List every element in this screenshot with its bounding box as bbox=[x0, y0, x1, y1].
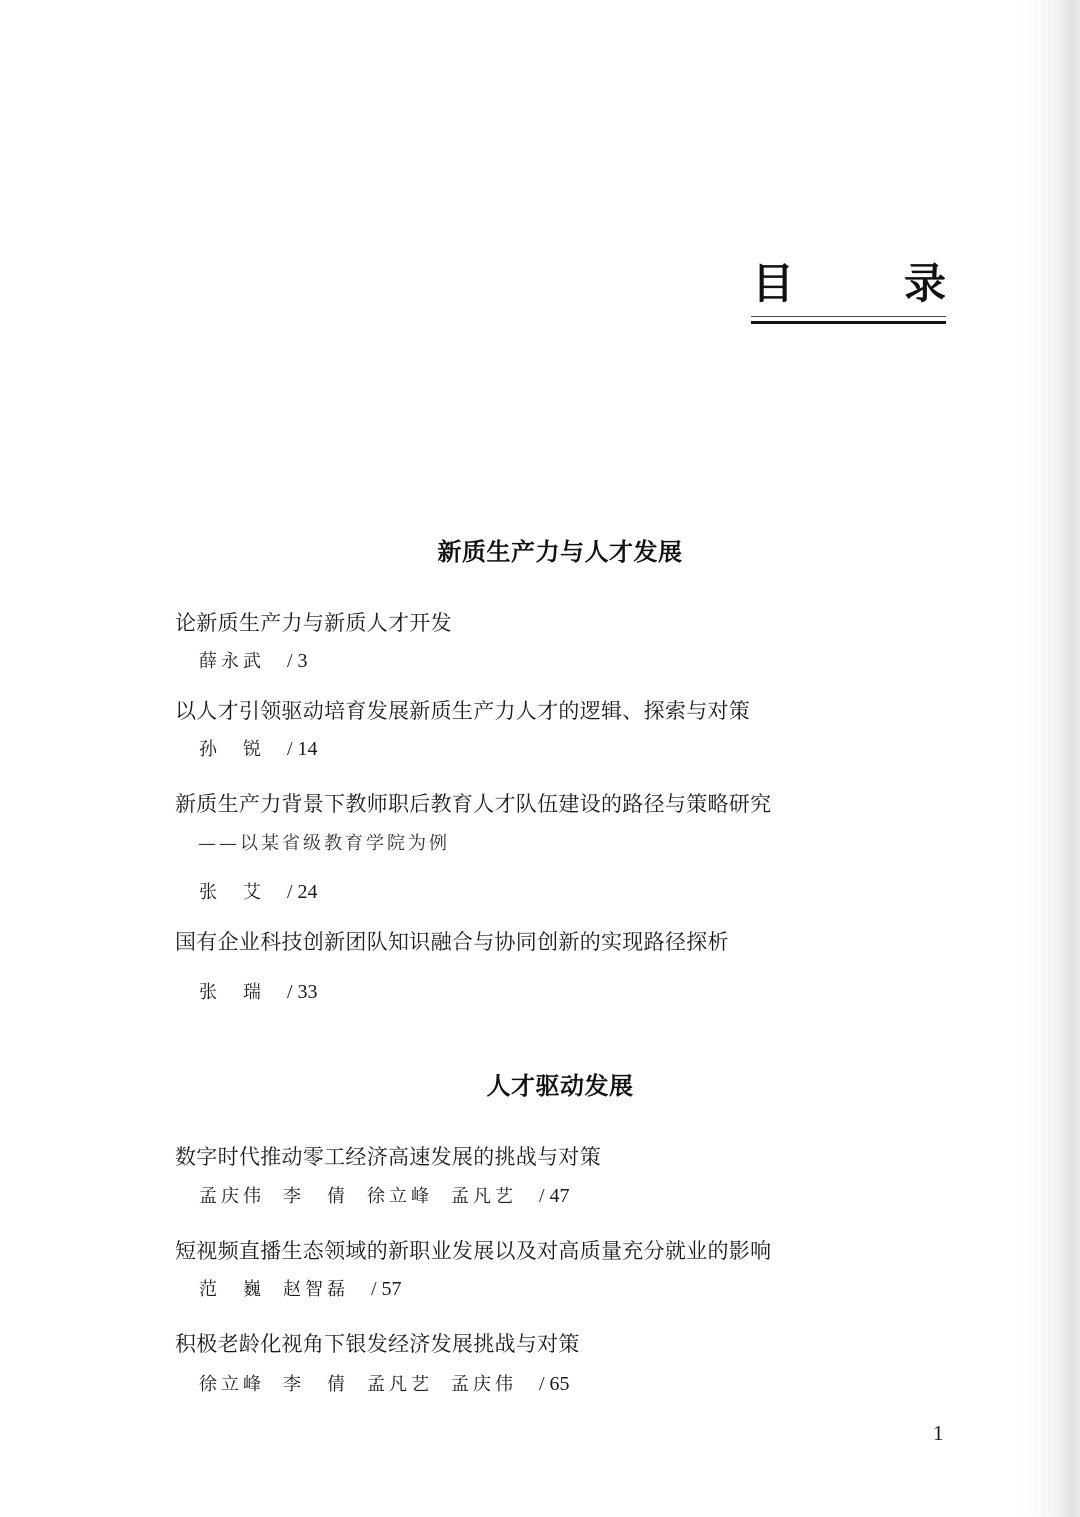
entry-title[interactable]: 以人才引领驱动培育发展新质生产力人才的逻辑、探索与对策 bbox=[175, 699, 751, 723]
section-heading: 人才驱动发展 bbox=[486, 1072, 634, 1100]
entry-page-ref[interactable]: / 14 bbox=[287, 738, 318, 760]
page-edge-shadow bbox=[1020, 0, 1080, 1517]
entry-title[interactable]: 国有企业科技创新团队知识融合与协同创新的实现路径探析 bbox=[175, 930, 729, 954]
entry-author: 孙 锐 bbox=[199, 739, 265, 760]
entry-page-ref[interactable]: / 33 bbox=[287, 981, 318, 1003]
entry-author: 李 倩 bbox=[283, 1186, 349, 1207]
entry-page-ref[interactable]: / 65 bbox=[539, 1373, 570, 1395]
entry-author: 孟庆伟 bbox=[451, 1374, 517, 1395]
entry-title[interactable]: 短视频直播生态领域的新职业发展以及对高质量充分就业的影响 bbox=[175, 1239, 772, 1263]
toc-title bbox=[752, 256, 946, 306]
entry-author: 孟凡艺 bbox=[367, 1374, 433, 1395]
toc-title-char-1: 目 bbox=[752, 259, 795, 308]
entry-page-ref[interactable]: / 24 bbox=[287, 881, 318, 903]
entry-title[interactable]: 新质生产力背景下教师职后教育人才队伍建设的路径与策略研究 bbox=[175, 792, 772, 816]
entry-meta bbox=[199, 1275, 402, 1301]
entry-title[interactable]: 积极老龄化视角下银发经济发展挑战与对策 bbox=[175, 1332, 580, 1356]
entry-page-ref[interactable]: / 3 bbox=[287, 650, 308, 672]
entry-title[interactable]: 论新质生产力与新质人才开发 bbox=[175, 611, 452, 635]
entry-author: 徐立峰 bbox=[199, 1374, 265, 1395]
entry-author: 范 巍 bbox=[199, 1279, 265, 1300]
entry-subtitle: ——以某省级教育学院为例 bbox=[198, 833, 450, 854]
entry-author: 徐立峰 bbox=[367, 1186, 433, 1207]
title-rule-thin bbox=[751, 316, 946, 317]
entry-author: 赵智磊 bbox=[283, 1279, 349, 1300]
entry-author: 李 倩 bbox=[283, 1374, 349, 1395]
entry-page-ref[interactable]: / 57 bbox=[371, 1278, 402, 1300]
entry-author: 薛永武 bbox=[199, 651, 265, 672]
section-heading: 新质生产力与人才发展 bbox=[437, 538, 683, 566]
entry-meta bbox=[199, 878, 318, 904]
entry-page-ref[interactable]: / 47 bbox=[539, 1185, 570, 1207]
entry-author: 孟凡艺 bbox=[451, 1186, 517, 1207]
page-number: 1 bbox=[933, 1421, 944, 1445]
entry-meta bbox=[199, 647, 308, 673]
entry-author: 孟庆伟 bbox=[199, 1186, 265, 1207]
entry-author: 张 瑞 bbox=[199, 982, 265, 1003]
entry-author: 张 艾 bbox=[199, 882, 265, 903]
title-rule-thick bbox=[751, 321, 946, 324]
entry-title[interactable]: 数字时代推动零工经济高速发展的挑战与对策 bbox=[175, 1145, 601, 1169]
entry-meta bbox=[199, 735, 318, 761]
toc-title-char-2: 录 bbox=[903, 259, 946, 308]
entry-meta bbox=[199, 1182, 570, 1208]
entry-meta bbox=[199, 978, 318, 1004]
entry-meta bbox=[199, 1370, 570, 1396]
